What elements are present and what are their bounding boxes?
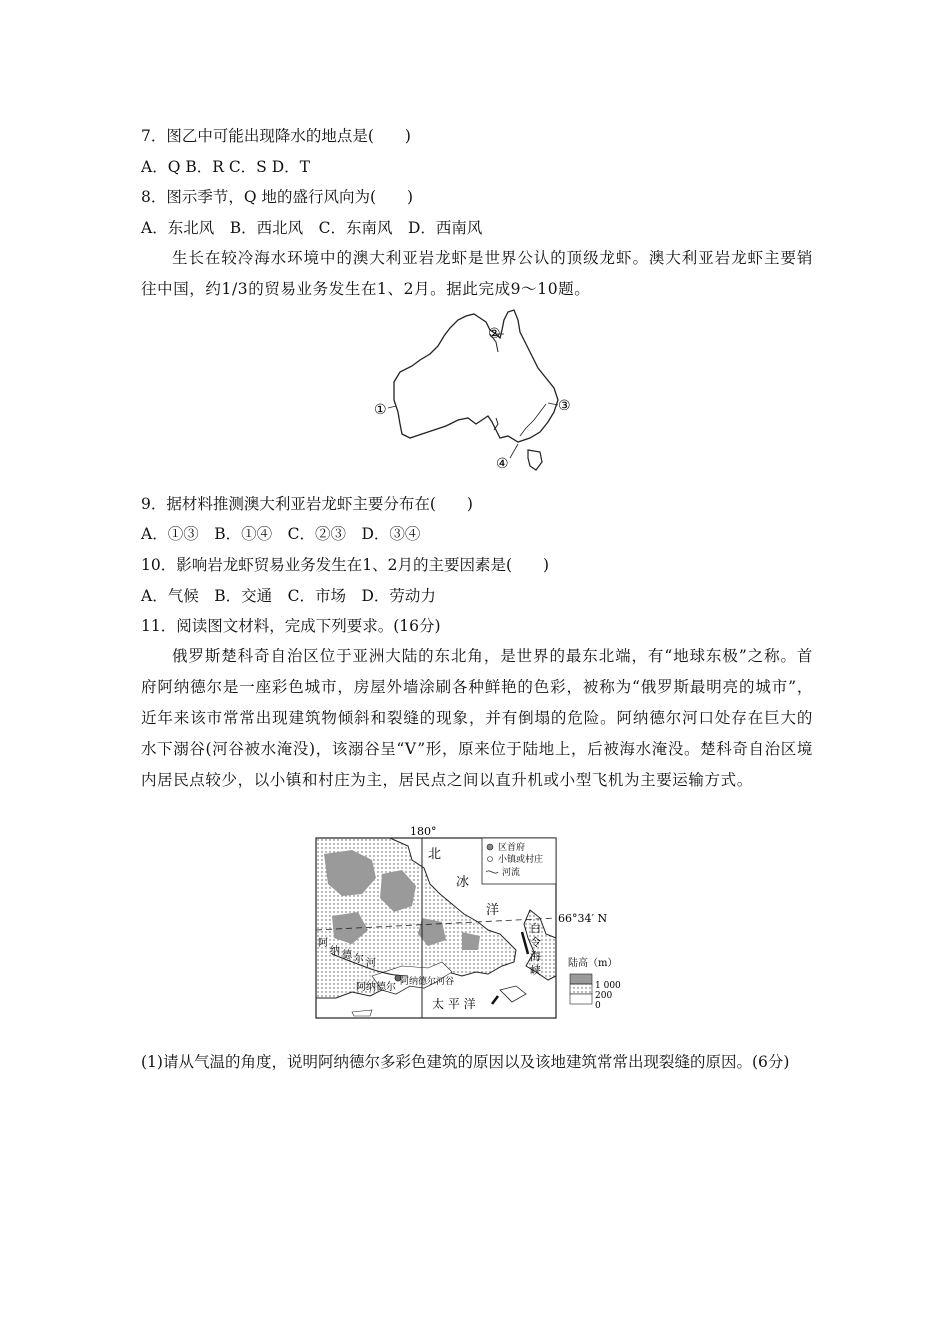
river-char-3: 德: [342, 950, 352, 961]
strait-char-4: 峡: [530, 964, 541, 977]
strait-char-3: 海: [530, 950, 541, 963]
passage-lobster: 生长在较冷海水环境中的澳大利亚岩龙虾是世界公认的顶级龙虾。澳大利亚岩龙虾主要销往中国，约1/3的贸易业务发生在1、2月。据此完成9～10题。: [141, 249, 813, 298]
legend-capital: 区首府: [498, 843, 526, 853]
elev-low-swatch: [570, 994, 592, 1004]
elev-high-swatch: [570, 974, 592, 984]
australia-map: [370, 308, 580, 478]
label-3: ③: [558, 398, 571, 414]
label-2: ②: [488, 326, 501, 342]
australia-outline: [394, 310, 558, 442]
longitude-label: 180°: [410, 826, 437, 838]
strait-char-2: 令: [530, 936, 541, 949]
q7-stem: 7．图乙中可能出现降水的地点是( ): [141, 127, 411, 145]
legend-river: 河流: [502, 868, 521, 878]
city-label: 阿纳德尔: [356, 982, 396, 993]
river-char-1: 阿: [318, 938, 328, 949]
q10-options: A．气候 B．交通 C．市场 D．劳动力: [141, 587, 436, 605]
tasmania-outline: [528, 450, 542, 470]
elev-1000: 1 000: [595, 981, 621, 991]
q7-options: A．Q B．R C．S D．T: [141, 158, 310, 176]
capital-legend-icon: [487, 844, 493, 850]
river-char-5: 河: [366, 958, 376, 969]
valley-label: 阿纳德尔河谷: [400, 977, 455, 987]
q9-options: A．①③ B．①④ C．②③ D．③④: [141, 525, 421, 543]
coast-detail-se: [520, 404, 546, 436]
q10-stem: 10．影响岩龙虾贸易业务发生在1、2月的主要因素是( ): [141, 556, 550, 574]
q8-stem: 8．图示季节，Q 地的盛行风向为( ): [141, 188, 414, 206]
sea-north-char-2: 冰: [456, 875, 470, 890]
river-char-4: 尔: [354, 954, 364, 965]
latitude-label: 66°34′ N: [558, 912, 608, 925]
elev-200: 200: [595, 991, 613, 1001]
q11-part1: (1)请从气温的角度，说明阿纳德尔多彩色建筑的原因以及该地建筑常常出现裂缝的原因。(6分): [141, 1053, 790, 1071]
pacific-label: 太 平 洋: [432, 997, 476, 1011]
elev-0: 0: [595, 1001, 601, 1011]
elev-mid-swatch: [570, 984, 592, 994]
chukotka-map: [312, 826, 632, 1022]
sea-north-char-3: 洋: [486, 903, 500, 918]
elevation-title: 陆高（m）: [568, 958, 618, 969]
label-1: ①: [374, 402, 387, 418]
sea-north-char-1: 北: [428, 847, 442, 862]
q11-stem: 11．阅读图文材料，完成下列要求。(16分): [141, 617, 441, 635]
q9-stem: 9．据材料推测澳大利亚岩龙虾主要分布在( ): [141, 495, 473, 513]
river-char-2: 纳: [330, 946, 340, 957]
strait-char-1: 白: [530, 922, 541, 935]
gulf-detail: [494, 418, 498, 430]
label-4: ④: [496, 456, 509, 472]
passage-chukotka: 俄罗斯楚科奇自治区位于亚洲大陆的东北角，是世界的最东北端，有“地球东极”之称。首府阿纳德尔是一座彩色城市，房屋外墙涂刷各种鲜艳的色彩，被称为“俄罗斯最明亮的城市”，近年来该市常常出现建筑物倾斜和裂缝的现象，并有倒塌的危险。阿纳德尔河口处存在巨大的水下溺谷(河谷被水淹没)，该溺谷呈“V”形，原来位于陆地上，后被海水淹没。楚科奇自治区境内居民点较少，以小镇和村庄为主，居民点之间以直升机或小型飞机为主要运输方式。: [141, 647, 813, 789]
legend-town: 小镇或村庄: [498, 855, 544, 865]
town-legend-icon: [488, 857, 493, 862]
q8-options: A．东北风 B．西北风 C．东南风 D．西南风: [141, 219, 483, 237]
